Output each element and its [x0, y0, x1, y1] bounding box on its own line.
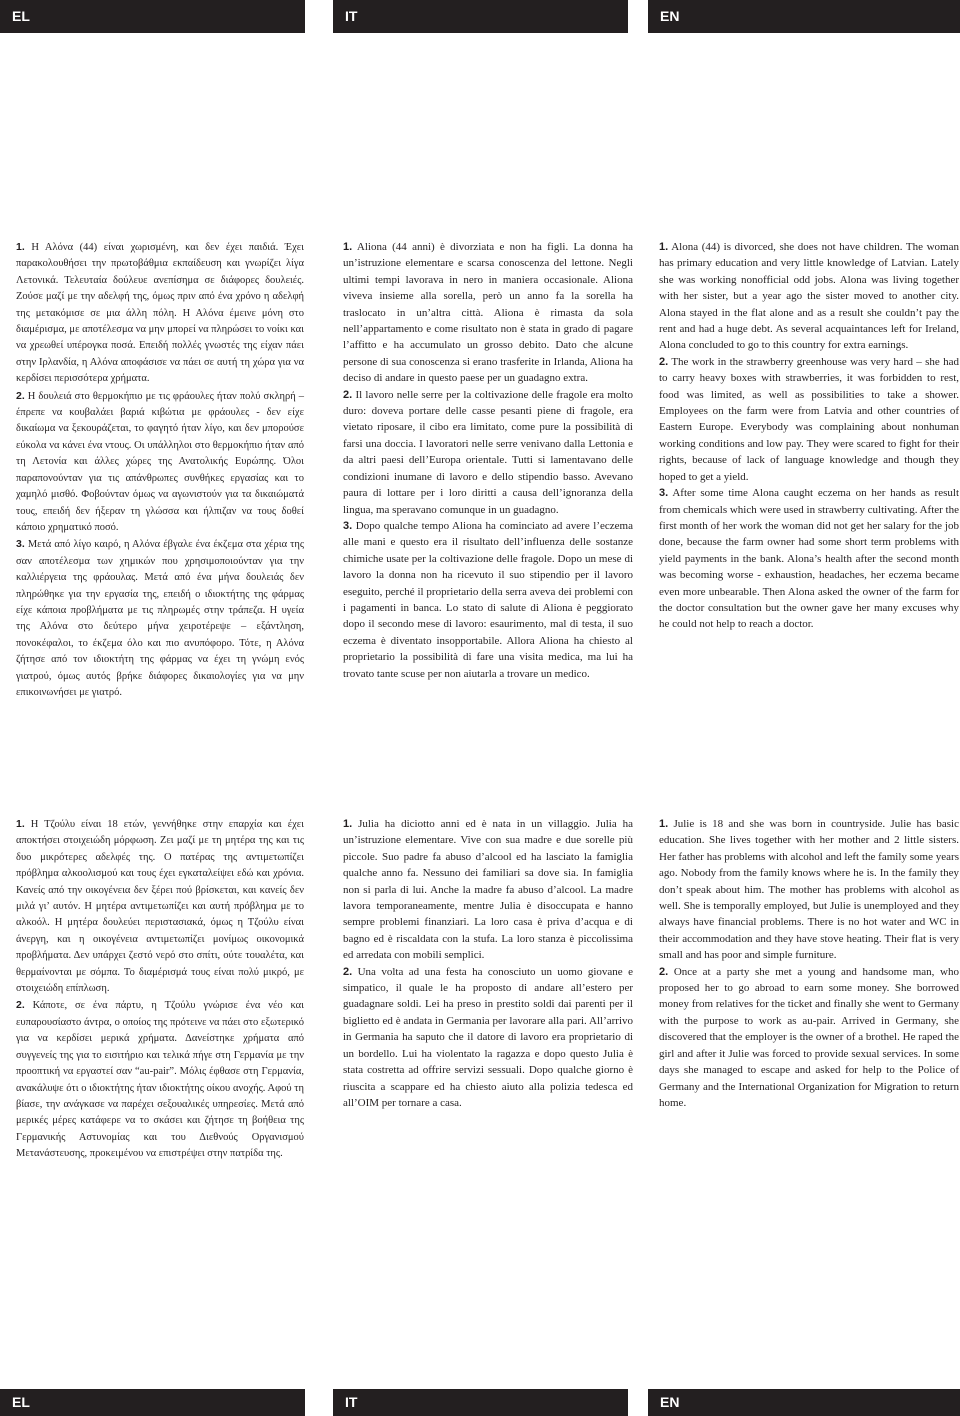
paragraph: 2. Il lavoro nelle serre per la coltivazione delle fragole era molto duro: doveva portare delle casse pesanti piene di fragole, era vietato riposare, il cibo era limitato, come pure la possibilità di farsi una doccia. I lavoratori nelle serre venivano dalla Lettonia e da altri paesi dell’Europa orientale. Tutti si lamentavano delle condizioni inumane di lavoro e dello stipendio basso. Avevano paura di lottare per i loro diritti a causa dell’ignoranza della lingua, ma speravano comunque in un guadagno.: [343, 388, 633, 516]
language-footer-it: IT: [333, 1389, 628, 1416]
paragraph: 1. Julia ha diciotto anni ed è nata in un villaggio. Julia ha un’istruzione elementare. Vive con sua madre e due sorelle più piccole. Suo padre fa abuso d’alcool ed ha lasciato la famiglia qualche anno fa. Nessuno dei familiari sa dove sia. In famiglia non si parla di lui. Anche la madre fa abuso d’alcool. La madre lavora temporaneamente, mentre Julia è disoccupata e hanno sempre problemi finanziari. La loro casa è priva d’acqua e di bagno ed è riscaldata con la stufa. La loro stanza è piccolissima ed arredata con mobili semplici.: [343, 818, 633, 962]
paragraph: 2. The work in the strawberry greenhouse was very hard – she had to carry heavy boxes with strawberries, it was forbidden to rest, food was limited, as well as possibilities to take a shower. Employees on the farm were from Latvia and other countries of Eastern Europe. Everybody was complaining about nonhuman working conditions and low pay. They were scared to fight for their rights, because of lack of language knowledge and though they hoped to get a yield.: [659, 355, 959, 483]
paragraph: 1. Η Τζούλυ είναι 18 ετών, γεννήθηκε στην επαρχία και έχει αποκτήσει στοιχειώδη μόρφωση. Ζει μαζί με τη μητέρα της και τις δυο μικρότερες αδελφές της. Ο πατέρας της αντιμετωπίζει πρόβλημα αλκοολισμού και τους έχει εγκαταλείψει εδώ και χρόνια. Κανείς από την οικογένεια δεν ξέρει πού βρίσκεται, και κανείς δεν μιλά γι’ αυτόν. Η μητέρα αντιμετωπίζει και αυτή πρόβλημα με το αλκοόλ. Η μητέρα δουλεύει περιστασιακά, όμως η Τζούλυ είναι άνεργη, και η οικογένεια αντιμετωπίζει μονίμως οικονομικά προβλήματα. Δεν υπάρχει ζεστό νερό στο σπίτι, ούτε τουαλέτα, και θερμαίνονται με σόμπα. Το διαμέρισμά τους είναι πολύ μικρό, με στοιχειώδη επίπλωση.: [16, 818, 304, 995]
paragraph: 2. Una volta ad una festa ha conosciuto un uomo giovane e simpatico, il quale le ha proposto di andare all’estero per guadagnare soldi. Lei ha preso in prestito soldi dai parenti per il biglietto ed è andata in Germania per lavorare alla pari. All’arrivo in Germania ha saputo che il datore di lavoro era proprietario di un bordello. Lui ha violentato la ragazza e dopo questo Julia è stata costretta ad offrire servizi sessuali. Dopo qualche giorno è riuscita a scappare ed ha chiesto aiuto alla polizia tedesca ed all’OIM per tornare a casa.: [343, 965, 633, 1109]
paragraph: 1. Alona (44) is divorced, she does not have children. The woman has primary education and very little knowledge of Latvian. Lately she was working nonofficial odd jobs. Alona was living together with her sister, but a year ago the sister moved to another city. Alona stayed in the flat alone and as a result she couldn’t pay the rent and had a huge debt. As several acquaintances left for Ireland, Alona concluded to go to this country for extra earnings.: [659, 241, 959, 352]
julie-italian-column: [343, 816, 633, 1111]
alona-italian-column: [343, 239, 633, 682]
paragraph: 1. Η Αλόνα (44) είναι χωρισμένη, και δεν έχει παιδιά. Έχει παρακολουθήσει την πρωτοβάθμια εκπαίδευση και γνωρίζει λίγα Λετονικά. Τελευταία δούλευε ανεπίσημα σε διάφορες δουλειές. Ζούσε μαζί με την αδελφή της, όμως πριν από ένα χρόνο η αδελφή της μετακόμισε σε μια άλλη πόλη. Η Αλόνα έμεινε μόνη στο διαμέρισμα, με αποτέλεσμα να μην μπορεί να πληρώσει το νοίκι και να χρεωθεί υπέρογκα ποσά. Επειδή πολλές γνωστές της είχαν πάει στην Ιρλανδία, η Αλόνα αποφάσισε να πάει σε αυτή τη χώρα για να κερδίσει περισσότερα χρήματα.: [16, 241, 304, 385]
paragraph: 2. Η δουλειά στο θερμοκήπιο με τις φράουλες ήταν πολύ σκληρή – έπρεπε να κουβαλάει βαριά κιβώτια με φράουλες - δεν είχε δικαίωμα να ξεκουράζεται, το φαγητό ήταν λίγο, και δεν μπορούσε εύκολα να κάνει ένα ντους. Οι υπάλληλοι στο θερμοκήπιο ήταν από τη Λετονία και άλλες χώρες της Ανατολικής Ευρώπης. Όλοι παραπονούνταν για τις απάνθρωπες συνθήκες εργασίας και το χαμηλό μισθό. Φοβούνταν όμως να αγωνιστούν για τα δικαιώματά τους, επειδή δεν ήξεραν τη γλώσσα και ήλπιζαν να τους δοθεί κάποιο χρηματικό ποσό.: [16, 389, 304, 533]
julie-english-column: [659, 816, 959, 1111]
language-header-el: EL: [0, 0, 305, 33]
paragraph: 3. Dopo qualche tempo Aliona ha cominciato ad avere l’eczema alle mani e questo era il risultato dell’influenza delle sostanze chimiche usate per la coltivazione delle fragole. Dopo un mese di lavoro la donna non ha ricevuto il suo stipendio per il lavoro eseguito, perché il proprietario della serra aveva dei problemi con i pagamenti in banca. Lo stato di salute di Aliona è peggiorato dopo il secondo mese di lavoro: esaurimento, mal di testa, il suo eczema è diventato insopportabile. Allora Aliona ha chiesto al proprietario la possibilità di fare una visita medica, ma lui ha trovato tante scuse per non aiutarla a trovare un medico.: [343, 519, 633, 680]
paragraph: 3. After some time Alona caught eczema on her hands as result from chemicals which were used in strawberry cultivating. After the first month of her work the woman did not get her salary for the job done, because the farm owner had some short term problems with yield payments in the bank. Alona’s health after the second month was becoming worse - exhaustion, headaches, her eczema became even more unbearable. Then Alona asked the owner of the farm for the doctor consultation but the owner gave her many excuses why he could not help to reach a doctor.: [659, 487, 959, 631]
julie-greek-column: [16, 816, 304, 1163]
paragraph: 1. Julie is 18 and she was born in countryside. Julie has basic education. She lives together with her mother and 2 little sisters. Her father has problems with alcohol and left the family some years ago. Nobody from the family knows where he is. In the family they don’t speak about him. The mother has problems with alcohol as well. She is temporally employed, but Julie is unemployed and they always have financial problems. There is no hot water and WC in their accommodation and they have stove heating. Their flat is very small and has poor and simple furniture.: [659, 818, 959, 962]
alona-greek-column: [16, 239, 304, 701]
paragraph: 2. Κάποτε, σε ένα πάρτυ, η Τζούλυ γνώρισε ένα νέο και ευπαρουσίαστο άντρα, ο οποίος της πρότεινε να πάει στο εξωτερικό για να κερδίσει μερικά χρήματα. Δανείστηκε χρήματα από συγγενείς της για το εισιτήριο και τελικά πήγε στη Γερμανία με την προοπτική να εργαστεί σαν “au-pair”. Μόλις έφθασε στη Γερμανία, ανακάλυψε ότι ο ιδιοκτήτης ήταν ιδιοκτήτης οίκου ανοχής. Αφού τη βίασε, την ανάγκασε να παρέχει σεξουαλικές υπηρεσίες. Μετά από μερικές μέρες κατάφερε να το σκάσει και ζήτησε τη βοήθεια της Γερμανικής Αστυνομίας και του Διεθνούς Οργανισμού Μετανάστευσης, προκειμένου να επιστρέψει στην πατρίδα της.: [16, 999, 304, 1160]
paragraph: 3. Μετά από λίγο καιρό, η Αλόνα έβγαλε ένα έκζεμα στα χέρια της σαν αποτέλεσμα των χημικών που χρησιμοποιούνταν για την καλλιέργεια της φράουλας. Μετά από ένα μήνα δουλειάς δεν πληρώθηκε για την εργασία της, επειδή ο ιδιοκτήτης της φάρμας είχε κάποια προβλήματα με τις πληρωμές στην τράπεζα. Η υγεία της Αλόνα στο δεύτερο μήνα χειροτέρεψε – εξάντληση, πονοκέφαλοι, το έκζεμα όλο και πιο ανυπόφορο. Τότε, η Αλόνα ζήτησε από τον ιδιοκτήτη της φάρμας να έχει τη γνώμη ενός γιατρού, όμως αυτός βρήκε διάφορες δικαιολογίες για να μην επικοινωνήσει με γιατρό.: [16, 538, 304, 698]
language-header-it: IT: [333, 0, 628, 33]
paragraph: 2. Once at a party she met a young and handsome man, who proposed her to go abroad to earn some money. She borrowed money from relatives for the ticket and finally she went to Germany with the purpose to work as au-pair. Arrived in Germany, she discovered that the employer is the owner of a brothel. He raped the girl and after it Julie was forced to provide sexual services. In some days she managed to escape and asked for help to the Police of Germany and the International Organization for Migration to return home.: [659, 965, 959, 1109]
alona-english-column: [659, 239, 959, 633]
language-header-en: EN: [648, 0, 960, 33]
paragraph: 1. Aliona (44 anni) è divorziata e non ha figli. La donna ha un’istruzione elementare e scarsa conoscenza del lettone. Negli ultimi tempi lavorava in nero in maniera occasionale. Aliona viveva insieme alla sorella, però un anno fa la sorella ha traslocato in un’altra città. Aliona è rimasta da sola nell’appartamento e come risultato non è stata in grado di pagare l’affitto e ha accumulato un grosso debito. Dato che alcune persone di sua conoscenza si erano trasferite in Irlanda, Aliona ha deciso di andare in questo paese per un guadagno extra.: [343, 241, 633, 385]
language-footer-el: EL: [0, 1389, 305, 1416]
language-footer-en: EN: [648, 1389, 960, 1416]
